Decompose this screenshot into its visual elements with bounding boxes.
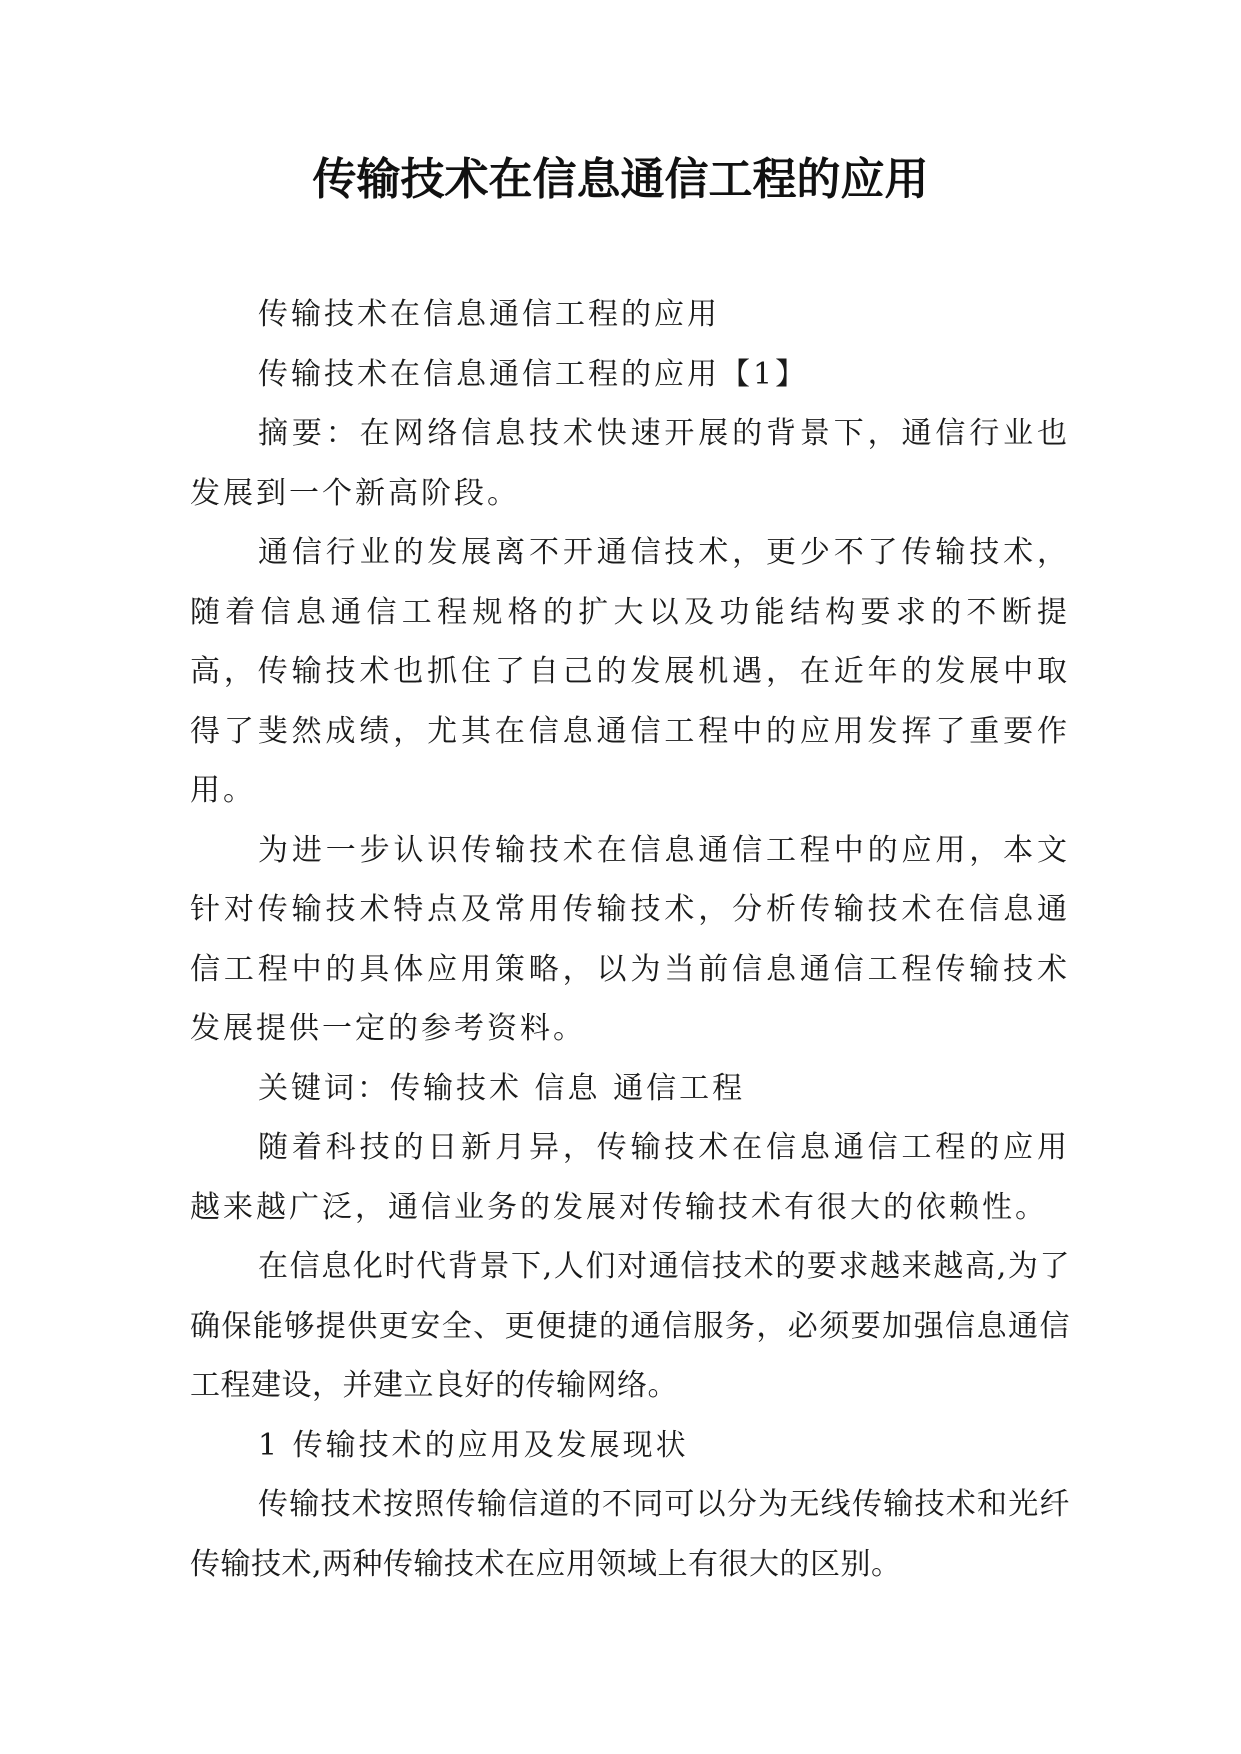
paragraph-abstract: 摘要：在网络信息技术快速开展的背景下，通信行业也发展到一个新高阶段。 (190, 416, 1070, 511)
document-body (190, 285, 1070, 1594)
paragraph-heading-1: 1 传输技术的应用及发展现状 (258, 1427, 689, 1463)
paragraph-body: 传输技术按照传输信道的不同可以分为无线传输技术和光纤传输技术,两种传输技术在应用领域上有很大的区别。 (190, 1487, 1070, 1582)
paragraph-body: 随着科技的日新月异，传输技术在信息通信工程的应用越来越广泛，通信业务的发展对传输技术有很大的依赖性。 (190, 1130, 1070, 1225)
paragraph-section-heading: 传输技术在信息通信工程的应用【1】 (258, 356, 809, 392)
paragraph-keywords: 关键词：传输技术 信息 通信工程 (258, 1070, 746, 1106)
document-title: 传输技术在信息通信工程的应用 (312, 154, 929, 205)
paragraph-body: 在信息化时代背景下,人们对通信技术的要求越来越高,为了确保能够提供更安全、更便捷的通信服务，必须要加强信息通信工程建设，并建立良好的传输网络。 (190, 1249, 1070, 1403)
paragraph-body: 为进一步认识传输技术在信息通信工程中的应用，本文针对传输技术特点及常用传输技术，分析传输技术在信息通信工程中的具体应用策略，以为当前信息通信工程传输技术发展提供一定的参考资料。 (190, 832, 1070, 1046)
paragraph-subtitle: 传输技术在信息通信工程的应用 (258, 297, 720, 332)
paragraph-body: 通信行业的发展离不开通信技术，更少不了传输技术，随着信息通信工程规格的扩大以及功能结构要求的不断提高，传输技术也抓住了自己的发展机遇，在近年的发展中取得了斐然成绩，尤其在信息通信工程中的应用发挥了重要作用。 (190, 535, 1070, 808)
